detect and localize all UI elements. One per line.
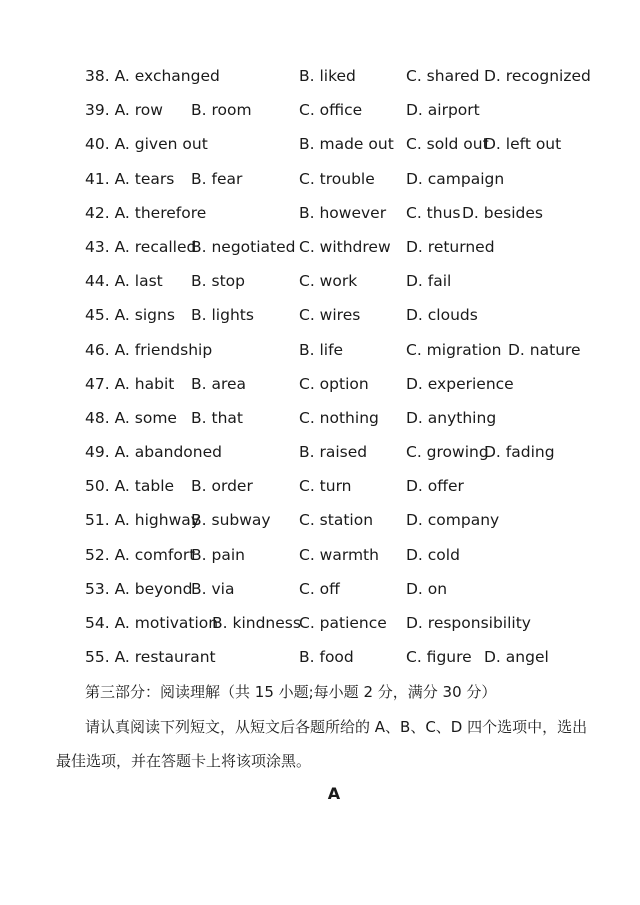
question-row-48 bbox=[0, 404, 640, 438]
question-row-45 bbox=[0, 301, 640, 335]
option-b: B. kindness bbox=[212, 614, 301, 632]
option-b: B. area bbox=[191, 374, 247, 393]
option-b: B. that bbox=[191, 408, 243, 427]
question-42-number-option-a bbox=[85, 199, 206, 227]
question-number: 40. bbox=[85, 135, 110, 154]
question-row-44 bbox=[0, 267, 640, 301]
passage-label: A bbox=[327, 784, 341, 803]
option-d: D. company bbox=[406, 511, 500, 530]
option-c: C. patience bbox=[299, 614, 387, 632]
question-50-number-option-a bbox=[85, 472, 174, 500]
question-number: 48. bbox=[85, 408, 110, 427]
question-row-53 bbox=[0, 575, 640, 609]
question-41-number-option-a bbox=[85, 165, 174, 193]
option-b: B. however bbox=[299, 203, 387, 222]
option-d: D. fail bbox=[406, 272, 452, 291]
option-b: B. made out bbox=[299, 135, 394, 154]
option-c: C. shared bbox=[406, 67, 480, 85]
question-45-number-option-a bbox=[85, 301, 175, 329]
option-d: D. fading bbox=[484, 443, 555, 462]
question-43-number-option-a bbox=[85, 233, 196, 261]
question-38-number-option-a bbox=[85, 62, 220, 90]
option-a: A. given out bbox=[114, 135, 208, 154]
option-a: A. motivation bbox=[114, 614, 219, 632]
question-number: 43. bbox=[85, 237, 110, 256]
option-d: D. experience bbox=[406, 374, 514, 393]
question-row-42 bbox=[0, 199, 640, 233]
question-number: 53. bbox=[85, 579, 110, 598]
question-row-49 bbox=[0, 438, 640, 472]
option-b: B. life bbox=[299, 340, 344, 359]
option-d: D. nature bbox=[508, 340, 581, 359]
option-b: B. liked bbox=[299, 67, 356, 85]
option-a: A. table bbox=[114, 477, 175, 496]
option-b: B. stop bbox=[191, 272, 245, 291]
question-number: 45. bbox=[85, 306, 110, 325]
question-row-46 bbox=[0, 336, 640, 370]
option-c: C. warmth bbox=[299, 545, 379, 564]
question-row-52 bbox=[0, 541, 640, 575]
question-row-40 bbox=[0, 130, 640, 164]
option-b: B. via bbox=[191, 579, 235, 598]
question-39-number-option-a bbox=[85, 96, 163, 124]
question-row-41 bbox=[0, 165, 640, 199]
option-c: C. migration bbox=[406, 340, 502, 359]
question-row-47 bbox=[0, 370, 640, 404]
option-c: C. turn bbox=[299, 477, 352, 496]
option-b: B. room bbox=[191, 101, 252, 120]
option-d: D. clouds bbox=[406, 306, 478, 325]
option-c: C. withdrew bbox=[299, 237, 391, 256]
instruction-line-1: 请认真阅读下列短文，从短文后各题所给的 A、B、C、D 四个选项中，选出 bbox=[85, 718, 588, 736]
option-d: D. returned bbox=[406, 237, 495, 256]
option-d: D. anything bbox=[406, 408, 497, 427]
option-b: B. fear bbox=[191, 169, 243, 188]
question-47-number-option-a bbox=[85, 370, 174, 398]
option-b: B. lights bbox=[191, 306, 254, 325]
option-d: D. recognized bbox=[484, 67, 591, 85]
question-54-number-option-a bbox=[85, 609, 218, 637]
option-a: A. exchanged bbox=[114, 67, 220, 85]
question-40-number-option-a bbox=[85, 130, 208, 158]
question-number: 55. bbox=[85, 648, 110, 667]
question-number: 42. bbox=[85, 203, 110, 222]
question-number: 50. bbox=[85, 477, 110, 496]
option-b: B. food bbox=[299, 648, 354, 667]
question-number: 49. bbox=[85, 443, 110, 462]
option-a: A. signs bbox=[114, 306, 175, 325]
option-c: C. off bbox=[299, 579, 340, 598]
question-row-55 bbox=[0, 643, 640, 677]
question-number: 38. bbox=[85, 67, 110, 85]
option-c: C. sold out bbox=[406, 135, 489, 154]
option-a: A. habit bbox=[114, 374, 175, 393]
question-51-number-option-a bbox=[85, 506, 200, 534]
option-a: A. highway bbox=[114, 511, 200, 530]
question-number: 47. bbox=[85, 374, 110, 393]
option-d: D. angel bbox=[484, 648, 549, 667]
option-b: B. subway bbox=[191, 511, 271, 530]
question-55-number-option-a bbox=[85, 643, 216, 671]
option-d: D. campaign bbox=[406, 169, 505, 188]
question-row-43 bbox=[0, 233, 640, 267]
option-b: B. negotiated bbox=[191, 237, 296, 256]
question-number: 51. bbox=[85, 511, 110, 530]
option-c: C. station bbox=[299, 511, 374, 530]
option-a: A. friendship bbox=[114, 340, 213, 359]
option-c: C. work bbox=[299, 272, 358, 291]
question-46-number-option-a bbox=[85, 336, 212, 364]
section-header: 第三部分：阅读理解（共 15 小题;每小题 2 分，满分 30 分） bbox=[85, 683, 497, 701]
option-b: B. pain bbox=[191, 545, 245, 564]
question-48-number-option-a bbox=[85, 404, 177, 432]
option-c: C. wires bbox=[299, 306, 361, 325]
question-list bbox=[0, 62, 640, 677]
option-a: A. comfort bbox=[114, 545, 196, 564]
option-a: A. abandoned bbox=[114, 443, 222, 462]
option-d: D. cold bbox=[406, 545, 460, 564]
question-44-number-option-a bbox=[85, 267, 163, 295]
question-number: 46. bbox=[85, 340, 110, 359]
option-a: A. beyond bbox=[114, 579, 193, 598]
option-c: C. figure bbox=[406, 648, 472, 667]
option-c: C. trouble bbox=[299, 169, 375, 188]
instruction-line-2: 最佳选项，并在答题卡上将该项涂黑。 bbox=[56, 752, 312, 770]
question-row-50 bbox=[0, 472, 640, 506]
option-b: B. order bbox=[191, 477, 253, 496]
option-d: D. left out bbox=[484, 135, 562, 154]
option-a: A. row bbox=[114, 101, 163, 120]
option-d: D. on bbox=[406, 579, 448, 598]
option-c: C. growing bbox=[406, 443, 489, 462]
option-d: D. offer bbox=[406, 477, 464, 496]
question-row-39 bbox=[0, 96, 640, 130]
option-d: D. responsibility bbox=[406, 614, 531, 632]
option-a: A. restaurant bbox=[114, 648, 216, 667]
option-a: A. last bbox=[114, 272, 163, 291]
option-c: C. office bbox=[299, 101, 363, 120]
question-number: 41. bbox=[85, 169, 110, 188]
question-row-38 bbox=[0, 62, 640, 96]
question-row-51 bbox=[0, 506, 640, 540]
question-number: 52. bbox=[85, 545, 110, 564]
option-d: D. airport bbox=[406, 101, 480, 120]
question-number: 54. bbox=[85, 614, 110, 632]
question-number: 39. bbox=[85, 101, 110, 120]
option-c: C. nothing bbox=[299, 408, 379, 427]
question-row-54 bbox=[0, 609, 640, 643]
question-49-number-option-a bbox=[85, 438, 222, 466]
option-d: D. besides bbox=[462, 203, 543, 222]
option-c: C. thus bbox=[406, 203, 461, 222]
option-a: A. recalled bbox=[114, 237, 197, 256]
question-53-number-option-a bbox=[85, 575, 192, 603]
option-a: A. some bbox=[114, 408, 177, 427]
option-c: C. option bbox=[299, 374, 369, 393]
question-number: 44. bbox=[85, 272, 110, 291]
option-b: B. raised bbox=[299, 443, 368, 462]
option-a: A. tears bbox=[114, 169, 175, 188]
option-a: A. therefore bbox=[114, 203, 207, 222]
question-52-number-option-a bbox=[85, 541, 195, 569]
